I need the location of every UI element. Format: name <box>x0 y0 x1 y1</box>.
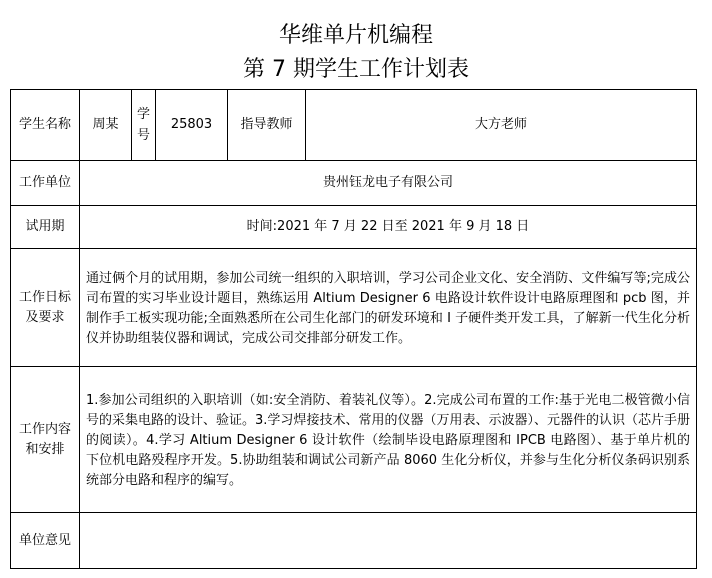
opinion-value <box>80 513 697 569</box>
probation-value: 时间:2021 年 7 月 22 日至 2021 年 9 月 18 日 <box>80 206 697 249</box>
goal-text: 通过俩个月的试用期，参加公司统一组织的入职培训，学习公司企业文化、安全消防、文件编写等;完成公司布置的实习毕业设计题目，熟练运用 Altium Designer 6 电路设计软件设计电路原理图和 pcb 图，并制作手工板实现功能;全面熟悉所在公司生化部门的研发环境和 I 子硬件类开发工具，了解新一代生化分析仪并协助组装仪器和调试，完成公司交排部分研发工作。 <box>80 249 697 367</box>
content-label-line1: 工作内容 <box>18 421 71 437</box>
table-row <box>11 90 697 161</box>
goal-label-line2: 及要求 <box>25 309 65 325</box>
content-label-line2: 和安排 <box>25 441 65 457</box>
document-title: 华维单片机编程 <box>278 23 433 48</box>
table-row <box>11 206 697 249</box>
goal-label-line1: 工作日标 <box>18 289 71 305</box>
student-id-label-char1: 学 <box>136 107 150 122</box>
table-row <box>11 513 697 569</box>
student-name-value: 周某 <box>80 90 132 161</box>
table-row <box>11 249 697 367</box>
document-subtitle: 第 7 期学生工作计划表 <box>243 57 469 82</box>
content-label <box>11 367 80 513</box>
goal-label <box>11 249 80 367</box>
table-row <box>11 161 697 206</box>
advisor-value: 大方老师 <box>306 90 697 161</box>
table-row <box>11 367 697 513</box>
advisor-label: 指导教师 <box>228 90 306 161</box>
work-unit-label: 工作单位 <box>11 161 80 206</box>
work-unit-value: 贵州钰龙电子有限公司 <box>80 161 697 206</box>
probation-label: 试用期 <box>11 206 80 249</box>
student-id-value: 25803 <box>156 90 228 161</box>
student-id-label <box>132 90 156 161</box>
student-name-label: 学生名称 <box>11 90 80 161</box>
student-id-label-char2: 号 <box>136 128 150 143</box>
content-text: 1.参加公司组织的入职培训（如:安全消防、着装礼仪等）。2.完成公司布置的工作:基于光电二极管微小信号的采集电路的设计、验证。3.学习焊接技术、常用的仪器（万用表、示波器）、元器件的认识（芯片手册的阅读）。4.学习 Altium Designer 6 设计软件（绘制毕设电路原理图和 IPCB 电路图）、基于单片机的下位机电路殁程序开发。5.协助组装和调试公司新产品 8060 生化分析仪，并参与生化分析仪条码识别系统部分电路和程序的编写。 <box>80 367 697 513</box>
work-plan-table <box>10 89 697 569</box>
opinion-label: 单位意见 <box>11 513 80 569</box>
